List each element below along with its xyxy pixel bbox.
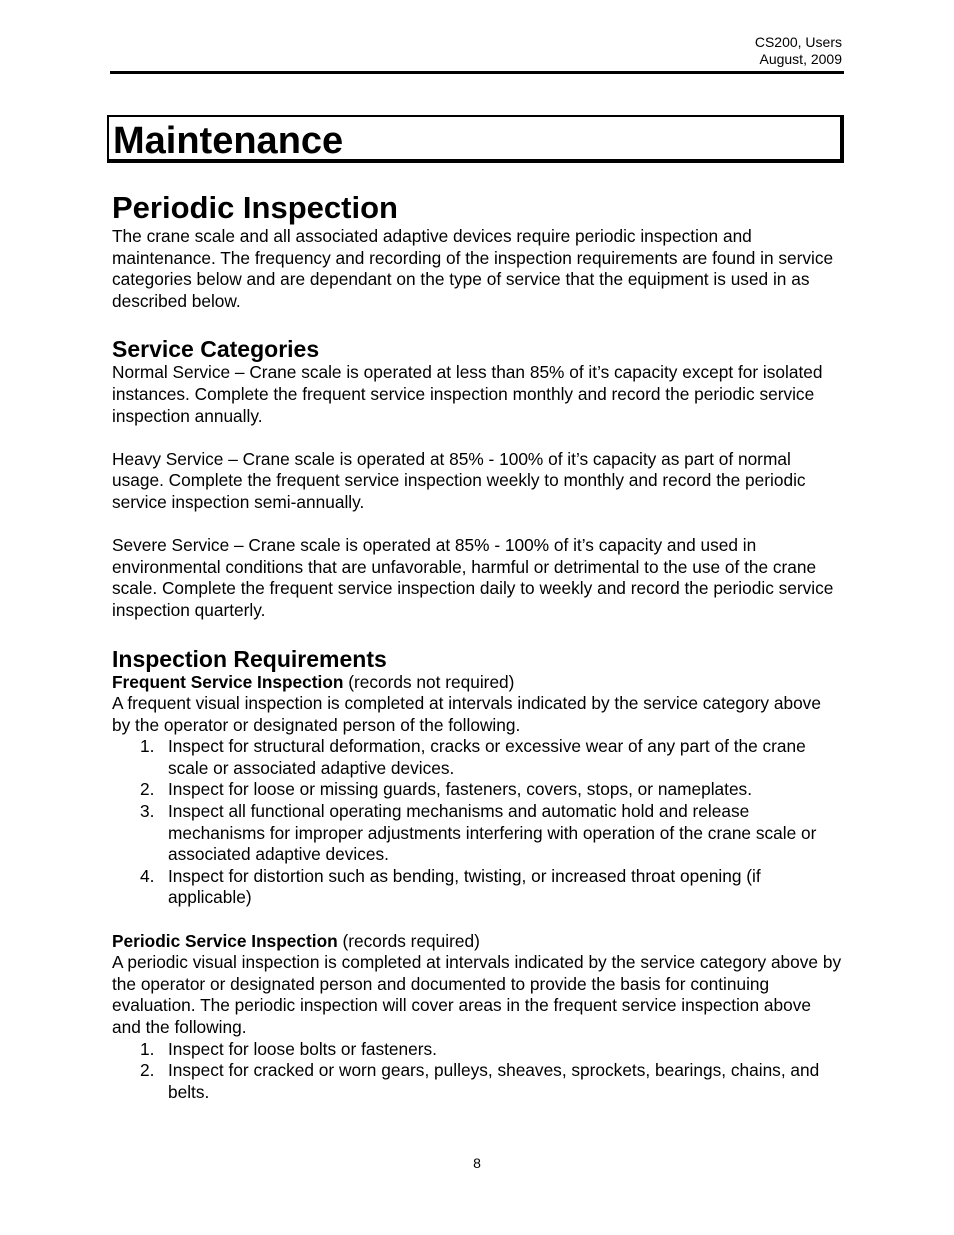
frequent-inspection-label: Frequent Service Inspection	[112, 671, 344, 692]
list-item-number: 1.	[140, 1038, 155, 1059]
list-item-number: 2.	[140, 779, 155, 800]
list-item-number: 3.	[140, 801, 155, 822]
page-header	[112, 34, 842, 68]
subsection-title-service-categories: Service Categories	[112, 336, 320, 363]
periodic-inspection-note: (records required)	[337, 930, 480, 951]
list-item	[112, 866, 842, 909]
periodic-inspection-list	[112, 1039, 842, 1104]
list-item	[112, 1060, 842, 1103]
heavy-service-paragraph: Heavy Service – Crane scale is operated at 85% - 100% of it’s capacity as part of normal usage. Complete the frequent service inspection weekly to monthly and record the periodic service inspection semi-annually.	[112, 448, 806, 512]
subsection-title-inspection-requirements: Inspection Requirements	[112, 645, 387, 672]
severe-service-paragraph: Severe Service – Crane scale is operated at 85% - 100% of it’s capacity and used in environmental conditions that are unfavorable, harmful or detrimental to the use of the crane scale. Complete the frequent service inspection daily to weekly and record the periodic service inspection quarterly.	[112, 535, 834, 620]
page-content	[112, 190, 842, 1103]
list-item-number: 2.	[140, 1060, 155, 1081]
header-doc-title: CS200, Users	[754, 34, 842, 50]
list-item-text: Inspect for loose or missing guards, fasteners, covers, stops, or nameplates.	[168, 779, 752, 800]
chapter-title: Maintenance	[113, 120, 344, 162]
section-title-periodic-inspection: Periodic Inspection	[112, 190, 398, 225]
periodic-inspection-body: A periodic visual inspection is completed at intervals indicated by the service category above by the operator or designated person and documented to provide the basis for continuing evaluation. The periodic inspection will cover areas in the frequent service inspection above and the following.	[112, 952, 842, 1037]
list-item-text: Inspect all functional operating mechanisms and automatic hold and release mechanisms for improper adjustments interfering with operation of the crane scale or associated adaptive devices.	[168, 801, 817, 865]
list-item-text: Inspect for distortion such as bending, twisting, or increased throat opening (if applicable)	[168, 865, 761, 908]
normal-service-paragraph: Normal Service – Crane scale is operated at less than 85% of it’s capacity except for isolated instances. Complete the frequent service inspection monthly and record the periodic service inspection annually.	[112, 362, 823, 426]
periodic-inspection-heading	[112, 931, 842, 953]
list-item-text: Inspect for structural deformation, cracks or excessive wear of any part of the crane scale or associated adaptive devices.	[168, 736, 806, 778]
periodic-inspection-intro: The crane scale and all associated adaptive devices require periodic inspection and maintenance. The frequency and recording of the inspection requirements are found in service categories below and are dependant on the type of service that the equipment is used in as described below.	[112, 226, 834, 311]
frequent-inspection-list	[112, 736, 842, 909]
list-item	[112, 801, 842, 866]
list-item	[112, 779, 842, 801]
list-item-text: Inspect for loose bolts or fasteners.	[168, 1038, 437, 1059]
header-divider	[110, 71, 844, 74]
page-number: 8	[473, 1155, 481, 1171]
list-item-number: 1.	[140, 736, 155, 757]
frequent-inspection-body: A frequent visual inspection is completed at intervals indicated by the service category above by the operator or designated person of the following.	[112, 693, 821, 735]
frequent-inspection-heading	[112, 672, 842, 694]
list-item-text: Inspect for cracked or worn gears, pulleys, sheaves, sprockets, bearings, chains, and belts.	[168, 1060, 820, 1102]
list-item	[112, 736, 842, 779]
periodic-inspection-label: Periodic Service Inspection	[112, 930, 338, 951]
chapter-title-box	[107, 115, 844, 163]
frequent-inspection-note: (records not required)	[343, 671, 515, 692]
list-item	[112, 1039, 842, 1061]
list-item-number: 4.	[140, 865, 155, 886]
header-date: August, 2009	[759, 51, 842, 67]
